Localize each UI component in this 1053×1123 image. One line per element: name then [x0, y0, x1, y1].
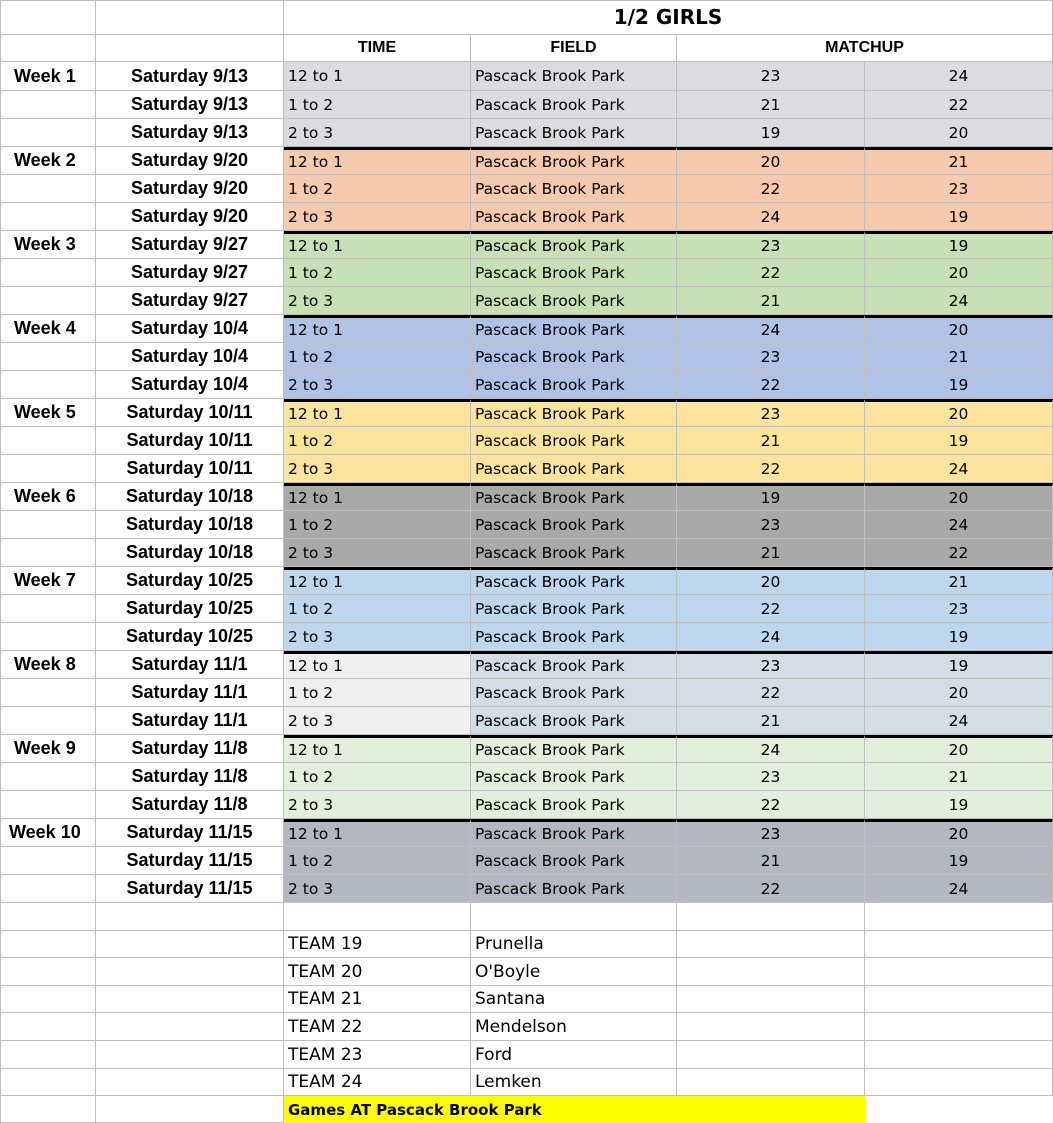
home-team[interactable]: 21 — [677, 287, 865, 315]
away-team[interactable]: 20 — [865, 679, 1053, 707]
away-team[interactable]: 19 — [865, 623, 1053, 651]
game-time[interactable]: 2 to 3 — [284, 119, 471, 147]
time-header[interactable]: TIME — [284, 35, 471, 62]
empty-cell[interactable] — [865, 986, 1053, 1013]
game-date[interactable]: Saturday 9/20 — [96, 203, 284, 231]
field-header[interactable]: FIELD — [471, 35, 677, 62]
sheet-title[interactable]: 1/2 GIRLS — [284, 0, 1053, 35]
home-team[interactable]: 22 — [677, 679, 865, 707]
game-date[interactable]: Saturday 10/11 — [96, 455, 284, 483]
empty-cell[interactable] — [96, 958, 284, 986]
away-team[interactable]: 21 — [865, 343, 1053, 371]
game-time[interactable]: 2 to 3 — [284, 455, 471, 483]
home-team[interactable]: 22 — [677, 455, 865, 483]
empty-cell[interactable] — [0, 1041, 96, 1069]
game-time[interactable]: 12 to 1 — [284, 399, 471, 427]
game-field[interactable]: Pascack Brook Park — [471, 539, 677, 567]
home-team[interactable]: 19 — [677, 483, 865, 511]
game-field[interactable]: Pascack Brook Park — [471, 595, 677, 623]
game-time[interactable]: 2 to 3 — [284, 539, 471, 567]
game-date[interactable]: Saturday 9/13 — [96, 91, 284, 119]
game-date[interactable]: Saturday 11/8 — [96, 735, 284, 763]
away-team[interactable]: 24 — [865, 455, 1053, 483]
empty-cell[interactable] — [0, 1096, 96, 1123]
team-number[interactable]: TEAM 21 — [284, 986, 471, 1013]
game-date[interactable]: Saturday 10/25 — [96, 623, 284, 651]
home-team[interactable]: 23 — [677, 511, 865, 539]
empty-cell[interactable] — [0, 371, 96, 399]
game-date[interactable]: Saturday 11/1 — [96, 679, 284, 707]
game-field[interactable]: Pascack Brook Park — [471, 791, 677, 819]
home-team[interactable]: 23 — [677, 651, 865, 679]
empty-cell[interactable] — [0, 763, 96, 791]
game-time[interactable]: 12 to 1 — [284, 483, 471, 511]
game-field[interactable]: Pascack Brook Park — [471, 91, 677, 119]
game-date[interactable]: Saturday 10/11 — [96, 399, 284, 427]
game-time[interactable]: 2 to 3 — [284, 203, 471, 231]
game-field[interactable]: Pascack Brook Park — [471, 819, 677, 847]
empty-cell[interactable] — [677, 958, 865, 986]
game-date[interactable]: Saturday 10/18 — [96, 511, 284, 539]
game-time[interactable]: 1 to 2 — [284, 595, 471, 623]
week-label[interactable]: Week 2 — [0, 147, 96, 175]
home-team[interactable]: 20 — [677, 567, 865, 595]
home-team[interactable]: 22 — [677, 175, 865, 203]
home-team[interactable]: 20 — [677, 147, 865, 175]
empty-cell[interactable] — [0, 791, 96, 819]
game-field[interactable]: Pascack Brook Park — [471, 567, 677, 595]
home-team[interactable]: 24 — [677, 735, 865, 763]
home-team[interactable]: 23 — [677, 62, 865, 91]
week-label[interactable]: Week 1 — [0, 62, 96, 91]
team-number[interactable]: TEAM 19 — [284, 931, 471, 958]
empty-cell[interactable] — [96, 0, 284, 35]
game-field[interactable]: Pascack Brook Park — [471, 231, 677, 259]
empty-cell[interactable] — [0, 175, 96, 203]
team-coach[interactable]: O'Boyle — [471, 958, 677, 986]
game-field[interactable]: Pascack Brook Park — [471, 287, 677, 315]
empty-cell[interactable] — [0, 847, 96, 875]
empty-cell[interactable] — [0, 287, 96, 315]
game-time[interactable]: 1 to 2 — [284, 343, 471, 371]
game-time[interactable]: 12 to 1 — [284, 315, 471, 343]
empty-cell[interactable] — [96, 903, 284, 931]
home-team[interactable]: 23 — [677, 763, 865, 791]
empty-cell[interactable] — [865, 1069, 1053, 1096]
week-label[interactable]: Week 8 — [0, 651, 96, 679]
empty-cell[interactable] — [0, 595, 96, 623]
away-team[interactable]: 20 — [865, 483, 1053, 511]
away-team[interactable]: 21 — [865, 567, 1053, 595]
game-time[interactable]: 12 to 1 — [284, 819, 471, 847]
empty-cell[interactable] — [0, 455, 96, 483]
game-time[interactable]: 2 to 3 — [284, 875, 471, 903]
empty-cell[interactable] — [0, 1069, 96, 1096]
empty-cell[interactable] — [677, 931, 865, 958]
game-time[interactable]: 1 to 2 — [284, 91, 471, 119]
away-team[interactable]: 20 — [865, 259, 1053, 287]
game-time[interactable]: 12 to 1 — [284, 62, 471, 91]
empty-cell[interactable] — [865, 903, 1053, 931]
game-field[interactable]: Pascack Brook Park — [471, 875, 677, 903]
empty-cell[interactable] — [0, 903, 96, 931]
empty-cell[interactable] — [96, 986, 284, 1013]
game-date[interactable]: Saturday 9/27 — [96, 259, 284, 287]
game-field[interactable]: Pascack Brook Park — [471, 315, 677, 343]
game-time[interactable]: 1 to 2 — [284, 427, 471, 455]
game-time[interactable]: 1 to 2 — [284, 511, 471, 539]
away-team[interactable]: 19 — [865, 203, 1053, 231]
week-label[interactable]: Week 7 — [0, 567, 96, 595]
home-team[interactable]: 22 — [677, 259, 865, 287]
empty-cell[interactable] — [677, 986, 865, 1013]
empty-cell[interactable] — [96, 1096, 284, 1123]
game-field[interactable]: Pascack Brook Park — [471, 623, 677, 651]
team-coach[interactable]: Prunella — [471, 931, 677, 958]
home-team[interactable]: 21 — [677, 847, 865, 875]
game-time[interactable]: 12 to 1 — [284, 651, 471, 679]
away-team[interactable]: 22 — [865, 91, 1053, 119]
game-field[interactable]: Pascack Brook Park — [471, 399, 677, 427]
game-date[interactable]: Saturday 10/4 — [96, 343, 284, 371]
away-team[interactable]: 24 — [865, 875, 1053, 903]
game-date[interactable]: Saturday 10/25 — [96, 567, 284, 595]
game-field[interactable]: Pascack Brook Park — [471, 119, 677, 147]
away-team[interactable]: 20 — [865, 315, 1053, 343]
away-team[interactable]: 21 — [865, 147, 1053, 175]
game-field[interactable]: Pascack Brook Park — [471, 203, 677, 231]
empty-cell[interactable] — [0, 679, 96, 707]
empty-cell[interactable] — [0, 875, 96, 903]
team-number[interactable]: TEAM 20 — [284, 958, 471, 986]
game-date[interactable]: Saturday 9/20 — [96, 175, 284, 203]
empty-cell[interactable] — [677, 903, 865, 931]
away-team[interactable]: 20 — [865, 399, 1053, 427]
game-field[interactable]: Pascack Brook Park — [471, 259, 677, 287]
away-team[interactable]: 24 — [865, 62, 1053, 91]
game-date[interactable]: Saturday 10/18 — [96, 539, 284, 567]
game-time[interactable]: 1 to 2 — [284, 847, 471, 875]
game-field[interactable]: Pascack Brook Park — [471, 763, 677, 791]
game-time[interactable]: 2 to 3 — [284, 707, 471, 735]
home-team[interactable]: 23 — [677, 231, 865, 259]
empty-cell[interactable] — [471, 903, 677, 931]
empty-cell[interactable] — [0, 931, 96, 958]
away-team[interactable]: 20 — [865, 819, 1053, 847]
game-field[interactable]: Pascack Brook Park — [471, 679, 677, 707]
game-date[interactable]: Saturday 11/15 — [96, 819, 284, 847]
week-label[interactable]: Week 5 — [0, 399, 96, 427]
game-date[interactable]: Saturday 11/15 — [96, 875, 284, 903]
empty-cell[interactable] — [284, 903, 471, 931]
home-team[interactable]: 22 — [677, 371, 865, 399]
empty-cell[interactable] — [0, 986, 96, 1013]
team-number[interactable]: TEAM 23 — [284, 1041, 471, 1069]
home-team[interactable]: 23 — [677, 343, 865, 371]
game-field[interactable]: Pascack Brook Park — [471, 735, 677, 763]
empty-cell[interactable] — [865, 958, 1053, 986]
empty-cell[interactable] — [0, 707, 96, 735]
empty-cell[interactable] — [0, 119, 96, 147]
game-time[interactable]: 12 to 1 — [284, 735, 471, 763]
game-time[interactable]: 2 to 3 — [284, 371, 471, 399]
game-field[interactable]: Pascack Brook Park — [471, 371, 677, 399]
game-date[interactable]: Saturday 11/1 — [96, 707, 284, 735]
home-team[interactable]: 23 — [677, 819, 865, 847]
team-coach[interactable]: Santana — [471, 986, 677, 1013]
game-field[interactable]: Pascack Brook Park — [471, 62, 677, 91]
home-team[interactable]: 24 — [677, 315, 865, 343]
empty-cell[interactable] — [0, 0, 96, 35]
away-team[interactable]: 20 — [865, 735, 1053, 763]
empty-cell[interactable] — [96, 1041, 284, 1069]
home-team[interactable]: 22 — [677, 595, 865, 623]
game-time[interactable]: 12 to 1 — [284, 231, 471, 259]
home-team[interactable]: 24 — [677, 623, 865, 651]
away-team[interactable]: 20 — [865, 119, 1053, 147]
game-time[interactable]: 1 to 2 — [284, 259, 471, 287]
team-coach[interactable]: Mendelson — [471, 1013, 677, 1041]
game-field[interactable]: Pascack Brook Park — [471, 707, 677, 735]
empty-cell[interactable] — [677, 1069, 865, 1096]
home-team[interactable]: 21 — [677, 91, 865, 119]
game-time[interactable]: 1 to 2 — [284, 175, 471, 203]
game-time[interactable]: 12 to 1 — [284, 147, 471, 175]
team-number[interactable]: TEAM 24 — [284, 1069, 471, 1096]
game-time[interactable]: 1 to 2 — [284, 679, 471, 707]
empty-cell[interactable] — [0, 539, 96, 567]
game-time[interactable]: 2 to 3 — [284, 791, 471, 819]
home-team[interactable]: 22 — [677, 791, 865, 819]
home-team[interactable]: 21 — [677, 539, 865, 567]
team-coach[interactable]: Lemken — [471, 1069, 677, 1096]
game-date[interactable]: Saturday 10/4 — [96, 371, 284, 399]
game-date[interactable]: Saturday 11/15 — [96, 847, 284, 875]
location-note[interactable]: Games AT Pascack Brook Park — [284, 1096, 865, 1123]
game-time[interactable]: 1 to 2 — [284, 763, 471, 791]
empty-cell[interactable] — [96, 35, 284, 62]
game-time[interactable]: 12 to 1 — [284, 567, 471, 595]
week-label[interactable]: Week 10 — [0, 819, 96, 847]
home-team[interactable]: 21 — [677, 427, 865, 455]
away-team[interactable]: 19 — [865, 427, 1053, 455]
empty-cell[interactable] — [0, 203, 96, 231]
home-team[interactable]: 24 — [677, 203, 865, 231]
empty-cell[interactable] — [0, 35, 96, 62]
game-date[interactable]: Saturday 9/27 — [96, 287, 284, 315]
away-team[interactable]: 24 — [865, 511, 1053, 539]
away-team[interactable]: 19 — [865, 231, 1053, 259]
away-team[interactable]: 22 — [865, 539, 1053, 567]
away-team[interactable]: 24 — [865, 707, 1053, 735]
week-label[interactable]: Week 9 — [0, 735, 96, 763]
game-field[interactable]: Pascack Brook Park — [471, 427, 677, 455]
team-coach[interactable]: Ford — [471, 1041, 677, 1069]
empty-cell[interactable] — [0, 259, 96, 287]
game-time[interactable]: 2 to 3 — [284, 287, 471, 315]
empty-cell[interactable] — [865, 1013, 1053, 1041]
team-number[interactable]: TEAM 22 — [284, 1013, 471, 1041]
home-team[interactable]: 21 — [677, 707, 865, 735]
game-field[interactable]: Pascack Brook Park — [471, 847, 677, 875]
empty-cell[interactable] — [0, 1013, 96, 1041]
game-date[interactable]: Saturday 10/25 — [96, 595, 284, 623]
week-label[interactable]: Week 4 — [0, 315, 96, 343]
week-label[interactable]: Week 3 — [0, 231, 96, 259]
week-label[interactable]: Week 6 — [0, 483, 96, 511]
game-date[interactable]: Saturday 9/20 — [96, 147, 284, 175]
empty-cell[interactable] — [96, 931, 284, 958]
empty-cell[interactable] — [96, 1069, 284, 1096]
game-field[interactable]: Pascack Brook Park — [471, 147, 677, 175]
game-date[interactable]: Saturday 9/13 — [96, 119, 284, 147]
away-team[interactable]: 19 — [865, 651, 1053, 679]
empty-cell[interactable] — [0, 427, 96, 455]
game-date[interactable]: Saturday 9/13 — [96, 62, 284, 91]
away-team[interactable]: 23 — [865, 175, 1053, 203]
away-team[interactable]: 19 — [865, 791, 1053, 819]
away-team[interactable]: 24 — [865, 287, 1053, 315]
empty-cell[interactable] — [677, 1013, 865, 1041]
empty-cell[interactable] — [0, 91, 96, 119]
empty-cell[interactable] — [865, 931, 1053, 958]
home-team[interactable]: 19 — [677, 119, 865, 147]
game-date[interactable]: Saturday 10/11 — [96, 427, 284, 455]
empty-cell[interactable] — [0, 343, 96, 371]
empty-cell[interactable] — [0, 511, 96, 539]
game-field[interactable]: Pascack Brook Park — [471, 343, 677, 371]
game-field[interactable]: Pascack Brook Park — [471, 651, 677, 679]
game-date[interactable]: Saturday 11/1 — [96, 651, 284, 679]
empty-cell[interactable] — [0, 958, 96, 986]
home-team[interactable]: 23 — [677, 399, 865, 427]
game-field[interactable]: Pascack Brook Park — [471, 175, 677, 203]
home-team[interactable]: 22 — [677, 875, 865, 903]
game-field[interactable]: Pascack Brook Park — [471, 455, 677, 483]
empty-cell[interactable] — [0, 623, 96, 651]
away-team[interactable]: 19 — [865, 371, 1053, 399]
game-date[interactable]: Saturday 9/27 — [96, 231, 284, 259]
empty-cell[interactable] — [865, 1041, 1053, 1069]
empty-cell[interactable] — [96, 1013, 284, 1041]
away-team[interactable]: 21 — [865, 763, 1053, 791]
game-field[interactable]: Pascack Brook Park — [471, 511, 677, 539]
matchup-header[interactable]: MATCHUP — [677, 35, 1053, 62]
empty-cell[interactable] — [677, 1041, 865, 1069]
game-date[interactable]: Saturday 11/8 — [96, 791, 284, 819]
game-field[interactable]: Pascack Brook Park — [471, 483, 677, 511]
game-time[interactable]: 2 to 3 — [284, 623, 471, 651]
away-team[interactable]: 23 — [865, 595, 1053, 623]
game-date[interactable]: Saturday 10/18 — [96, 483, 284, 511]
away-team[interactable]: 19 — [865, 847, 1053, 875]
game-date[interactable]: Saturday 10/4 — [96, 315, 284, 343]
game-date[interactable]: Saturday 11/8 — [96, 763, 284, 791]
